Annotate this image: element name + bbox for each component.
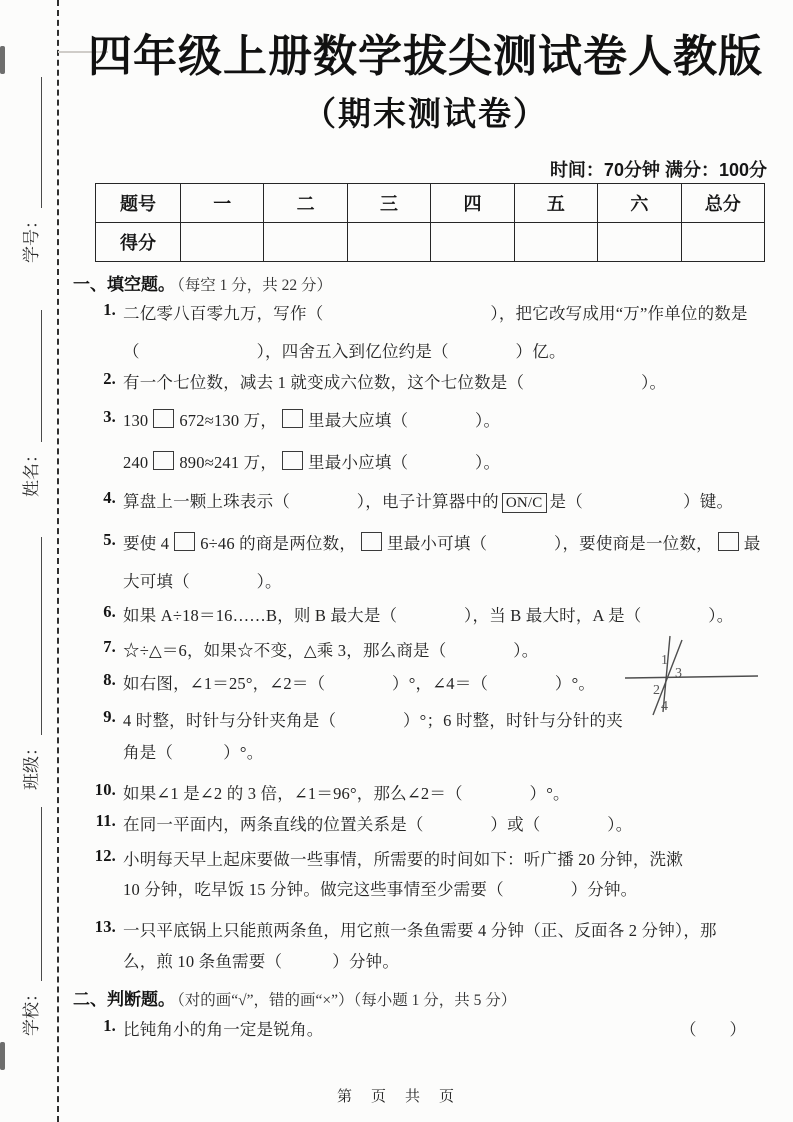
margin-field-class xyxy=(16,537,42,790)
margin-field-name xyxy=(16,310,42,497)
question-text: 小明每天早上起床要做一些事情，所需要的时间如下：听广播 20 分钟，洗漱 xyxy=(123,850,683,869)
s1-q3-line2 xyxy=(123,449,500,473)
onc-key-box: ON/C xyxy=(502,493,547,513)
paper-edge-mark xyxy=(0,46,5,74)
score-header-cell: 五 xyxy=(514,184,597,223)
s2-q1-line1 xyxy=(103,1016,324,1040)
question-text: 6÷46 的商是两位数， xyxy=(200,534,357,553)
question-text: 要使 4 xyxy=(123,534,170,553)
score-cell-empty xyxy=(681,223,764,262)
question-number: 3. xyxy=(103,407,116,426)
student-id-blank-line xyxy=(15,77,42,208)
student-id-label: 学号： xyxy=(22,212,41,263)
margin-field-student-id xyxy=(16,77,42,263)
s1-q9-line1 xyxy=(103,707,623,731)
page-title: 四年级上册数学拔尖测试卷人教版 xyxy=(88,32,763,81)
s1-q7-line1 xyxy=(103,637,539,661)
answer-box xyxy=(174,532,195,551)
s1-q5-line1 xyxy=(103,530,761,554)
question-number: 8. xyxy=(103,670,116,689)
question-text: 大可填（ ）。 xyxy=(123,572,282,591)
question-text: 里最大应填（ ）。 xyxy=(308,411,501,430)
question-text: 二亿零八百零九万，写作（ ），把它改写成用“万”作单位的数是 xyxy=(123,304,748,323)
margin-field-school xyxy=(16,807,42,1036)
s1-q2-line1 xyxy=(103,369,667,393)
question-number: 4. xyxy=(103,488,116,507)
name-blank-line xyxy=(15,310,42,442)
question-number: 9. xyxy=(103,707,116,726)
question-text: 130 xyxy=(123,411,149,430)
margin-dashed-line xyxy=(57,0,59,1122)
question-text: 在同一平面内，两条直线的位置关系是（ ）或（ ）。 xyxy=(123,815,633,834)
score-header-cell: 六 xyxy=(598,184,681,223)
s1-q1-line2 xyxy=(123,338,566,362)
angle-label-4: 4 xyxy=(661,699,668,714)
page-footer: 第 页 共 页 xyxy=(336,1089,456,1105)
name-label: 姓名： xyxy=(22,446,41,497)
score-cell-empty xyxy=(264,223,347,262)
question-text: 如果∠1 是∠2 的 3 倍，∠1＝96°，那么∠2＝（ ）°。 xyxy=(123,784,570,803)
question-number: 1. xyxy=(103,300,116,319)
s1-q10-line1 xyxy=(94,780,570,804)
score-table xyxy=(95,183,765,262)
score-cell-empty xyxy=(347,223,430,262)
s1-q4-line1 xyxy=(103,488,734,513)
answer-box xyxy=(153,409,174,428)
question-text: 如果 A÷18＝16……B，则 B 最大是（ ），当 B 最大时，A 是（ ）。 xyxy=(123,606,734,625)
section2-heading xyxy=(73,985,516,1010)
question-text: 890≈241 万， xyxy=(179,453,278,472)
class-label: 班级： xyxy=(22,739,41,790)
score-cell-empty xyxy=(431,223,514,262)
page-subtitle: （期末测试卷） xyxy=(303,95,548,132)
s1-q1-line1 xyxy=(103,300,748,324)
s1-q13-line2 xyxy=(123,948,399,972)
question-number: 7. xyxy=(103,637,116,656)
question-text: 里最小应填（ ）。 xyxy=(308,453,501,472)
s1-q13-line1 xyxy=(94,917,717,941)
angle-label-3: 3 xyxy=(675,666,682,681)
score-header-cell: 四 xyxy=(431,184,514,223)
s1-q12-line1 xyxy=(94,846,683,870)
question-number: 6. xyxy=(103,602,116,621)
question-number: 10. xyxy=(94,780,116,799)
s1-q11-line1 xyxy=(95,811,633,835)
question-text: 一只平底锅上只能煎两条鱼，用它煎一条鱼需要 4 分钟（正、反面各 2 分钟），那 xyxy=(123,921,717,940)
section2-note: （对的画“√”，错的画“×”）（每小题 1 分，共 5 分） xyxy=(177,992,517,1009)
question-number: 5. xyxy=(103,530,116,549)
question-text: 10 分钟，吃早饭 15 分钟。做完这些事情至少需要（ ）分钟。 xyxy=(123,880,638,899)
question-text: 有一个七位数，减去 1 就变成六位数，这个七位数是（ ）。 xyxy=(123,373,667,392)
section1-heading xyxy=(73,270,332,295)
school-label: 学校： xyxy=(22,985,41,1036)
score-table-score-row xyxy=(96,223,765,262)
s1-q5-line2 xyxy=(123,568,282,592)
answer-box xyxy=(282,451,303,470)
question-text: 比钝角小的角一定是锐角。 xyxy=(123,1020,324,1039)
question-text: 4 时整，时针与分针夹角是（ ）°；6 时整，时针与分针的夹 xyxy=(123,711,623,730)
question-number: 1. xyxy=(103,1016,116,1035)
question-text: 如右图，∠1＝25°，∠2＝（ ）°，∠4＝（ ）°。 xyxy=(123,674,596,693)
question-number: 11. xyxy=(95,811,116,830)
score-header-cell: 三 xyxy=(347,184,430,223)
question-number: 13. xyxy=(94,917,116,936)
answer-box xyxy=(718,532,739,551)
paper-edge-mark xyxy=(0,1042,5,1070)
horizontal-line xyxy=(625,676,758,678)
question-text: ☆÷△＝6，如果☆不变，△乘 3，那么商是（ ）。 xyxy=(123,641,539,660)
school-blank-line xyxy=(15,807,42,981)
score-header-cell: 一 xyxy=(181,184,264,223)
question-text: 最 xyxy=(743,534,761,553)
question-text: 672≈130 万， xyxy=(179,411,278,430)
s1-q9-line2 xyxy=(123,739,263,763)
score-header-cell: 总分 xyxy=(681,184,764,223)
score-cell-empty xyxy=(514,223,597,262)
score-table-header-row xyxy=(96,184,765,223)
score-row-label: 得分 xyxy=(96,223,181,262)
answer-box xyxy=(361,532,382,551)
answer-box xyxy=(282,409,303,428)
question-text: 里最小可填（ ），要使商是一位数， xyxy=(387,534,713,553)
section1-title: 一、填空题。 xyxy=(73,275,175,294)
class-blank-line xyxy=(15,537,42,735)
score-header-cell: 二 xyxy=(264,184,347,223)
question-number: 12. xyxy=(94,846,116,865)
section1-note: （每空 1 分，共 22 分） xyxy=(177,277,333,294)
score-cell-empty xyxy=(181,223,264,262)
question-number: 2. xyxy=(103,369,116,388)
question-text: （ ），四舍五入到亿位约是（ ）亿。 xyxy=(123,342,566,361)
angles-figure xyxy=(623,626,763,730)
question-text: 240 xyxy=(123,453,149,472)
question-text: 么，煎 10 条鱼需要（ ）分钟。 xyxy=(123,952,400,971)
answer-box xyxy=(153,451,174,470)
angle-label-1: 1 xyxy=(661,653,668,668)
question-text: 角是（ ）°。 xyxy=(123,743,264,762)
section2-title: 二、判断题。 xyxy=(73,990,175,1009)
exam-info: 时间：70分钟 满分：100分 xyxy=(549,160,767,180)
s1-q8-line1 xyxy=(103,670,596,694)
s1-q12-line2 xyxy=(123,876,637,900)
angle-label-2: 2 xyxy=(653,683,660,698)
score-header-cell: 题号 xyxy=(96,184,181,223)
question-text: 算盘上一颗上珠表示（ ），电子计算器中的 xyxy=(123,492,499,511)
s2-q1-judgment-blank: （ ） xyxy=(680,1020,746,1039)
s1-q3-line1 xyxy=(103,407,501,431)
s1-q6-line1 xyxy=(103,602,734,626)
question-text: 是（ ）键。 xyxy=(549,492,734,511)
score-cell-empty xyxy=(598,223,681,262)
